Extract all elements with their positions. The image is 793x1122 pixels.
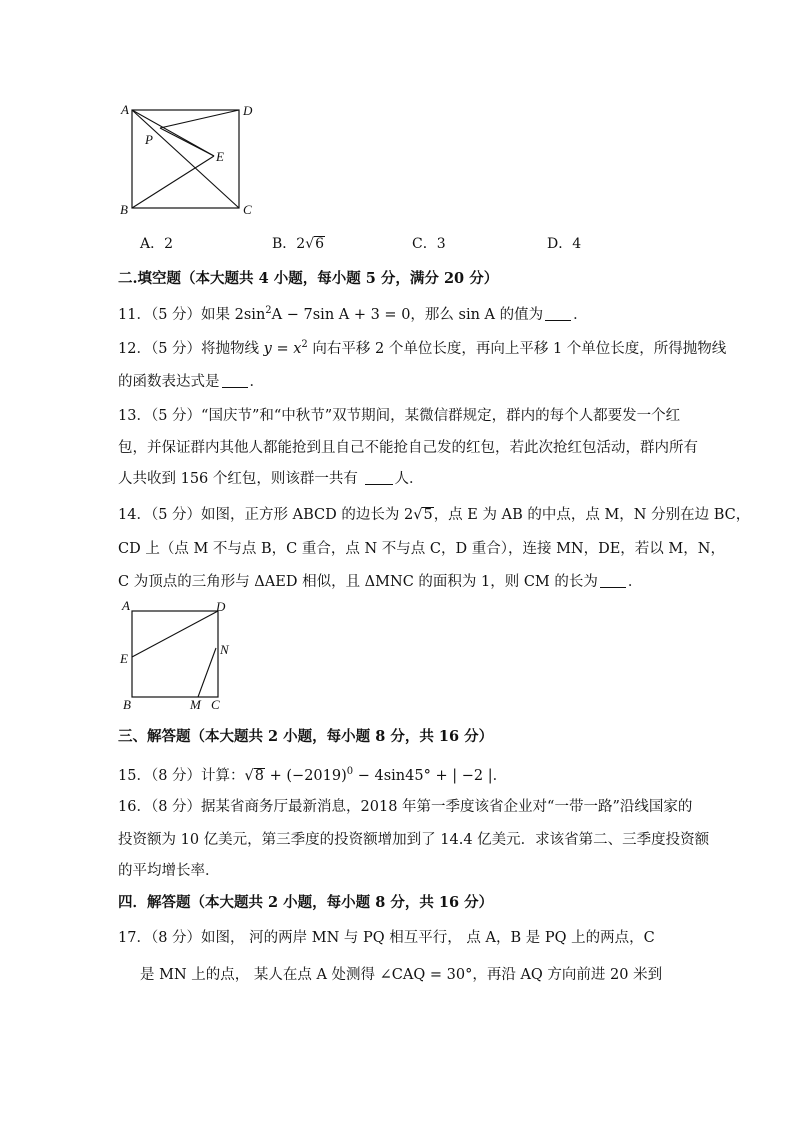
figure-square-ape	[110, 100, 260, 220]
segment-p-e	[160, 128, 214, 156]
figure-square-emn	[110, 596, 250, 716]
option-c: C．3	[412, 236, 446, 252]
question-12-line-2: 的函数表达式是 ．	[118, 374, 264, 390]
label-b: B	[120, 202, 128, 217]
section-2-title: 二.填空题（本大题共 4 小题，每小题 5 分，满分 20 分）	[118, 270, 499, 287]
question-17-line-2: 是 MN 上的点， 某人在点 A 处测得 ∠CAQ = 30°，再沿 AQ 方向前进 20 米到	[140, 967, 663, 983]
label-n-2: N	[220, 642, 229, 657]
segment-m-n	[198, 648, 216, 697]
segment-p-d	[160, 110, 239, 128]
question-16-line-3: 的平均增长率．	[118, 863, 220, 879]
question-11: 11．（5 分）如果 $2\sin^2A - 7\sin$ A + 3 = 0，那么 sin A 的值为 ．	[118, 305, 588, 323]
section-3-title: 三、解答题（本大题共 2 小题，每小题 8 分，共 16 分）	[118, 728, 494, 745]
label-b-2: B	[123, 697, 131, 712]
question-16-line-2: 投资额为 10 亿美元，第三季度的投资额增加到了 14.4 亿美元．求该省第二、三季度投资额	[118, 832, 710, 848]
label-c-2: C	[211, 697, 220, 712]
question-13-line-2: 包，并保证群内其他人都能抢到且自己不能抢自己发的红包，若此次抢红包活动，群内所有	[118, 440, 698, 456]
option-a: A．2	[140, 236, 174, 252]
label-e-2: E	[120, 651, 128, 666]
segment-e-d	[132, 611, 218, 657]
question-14-line-2: CD 上（点 M 不与点 B，C 重合，点 N 不与点 C，D 重合），连接 MN，DE，若以 M，N，	[118, 541, 725, 557]
segment-b-e	[132, 156, 214, 208]
label-e: E	[216, 149, 224, 164]
question-17-line-1: 17．（8 分）如图， 河的两岸 MN 与 PQ 相互平行， 点 A，B 是 PQ 上的两点，C	[118, 930, 655, 946]
label-d: D	[243, 103, 253, 118]
label-c: C	[243, 202, 252, 217]
option-d: D．4	[547, 236, 582, 252]
question-15: 15．（8 分）计算：$√8 + (-2019)^0 - 4\sin 45^\circ$ + | −2 |．	[118, 766, 508, 784]
label-m-2: M	[190, 697, 201, 712]
label-a: A	[121, 102, 129, 117]
option-b: B．2√6	[272, 236, 325, 252]
label-a-2: A	[122, 598, 130, 613]
label-p: P	[145, 132, 153, 147]
question-13-line-1: 13．（5 分）“国庆节”和“中秋节”双节期间，某微信群规定，群内的每个人都要发一个红	[118, 408, 681, 424]
question-13-line-3: 人共收到 156 个红包，则该群一共有 人．	[118, 471, 424, 487]
question-16-line-1: 16．（8 分）据某省商务厅最新消息，2018 年第一季度该省企业对“一带一路”沿线国家的	[118, 799, 693, 815]
question-14-line-1: 14．（5 分）如图，正方形 ABCD 的边长为 2√5，点 E 为 AB 的中点，点 M，N 分别在边 BC，	[118, 507, 751, 523]
square-abcd-2	[132, 611, 218, 697]
section-4-title: 四．解答题（本大题共 2 小题，每小题 8 分，共 16 分）	[118, 894, 494, 911]
label-d-2: D	[216, 599, 226, 614]
question-12-line-1: 12．（5 分）将抛物线 $y = x^2$ 向右平移 2 个单位长度，再向上平移 1 个单位长度，所得抛物线	[118, 339, 727, 357]
question-14-line-3: C 为顶点的三角形与 ΔAED 相似，且 ΔMNC 的面积为 1，则 CM 的长为 ．	[118, 574, 643, 590]
